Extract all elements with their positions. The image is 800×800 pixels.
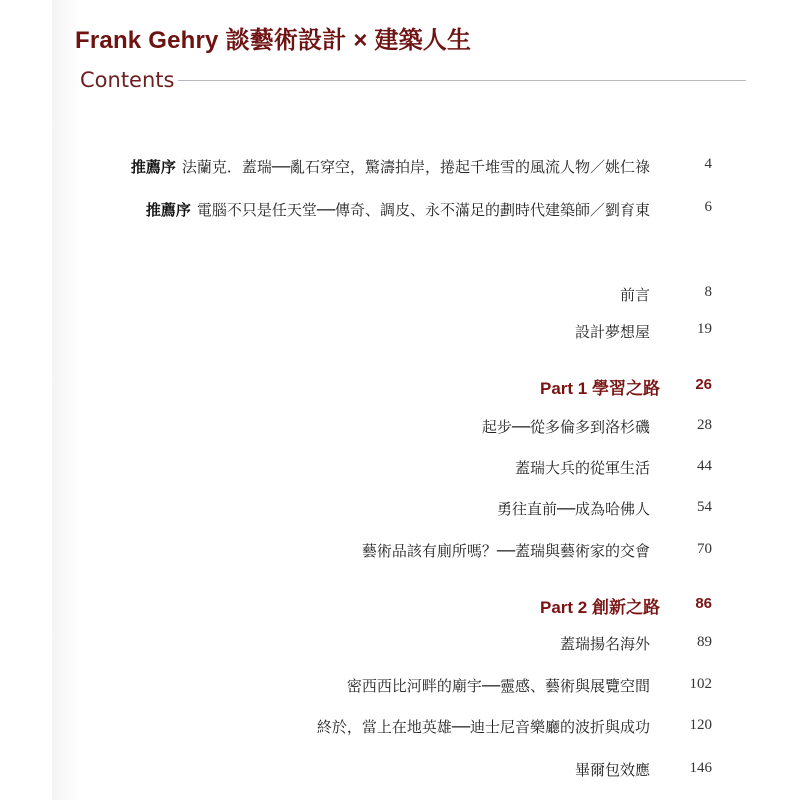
page-number: 6 [704,199,712,215]
toc-entry-chapter: 終於，當上在地英雄──迪士尼音樂廳的波折與成功 [316,718,650,736]
page-number: 70 [697,541,712,557]
book-title: Frank Gehry 談藝術設計 × 建築人生 [75,27,472,54]
toc-entry-chapter: 蓋瑞大兵的從軍生活 [514,459,650,477]
page-number: 8 [704,284,712,300]
toc-entry-chapter: 起步──從多倫多到洛杉磯 [481,418,650,436]
page-number: 44 [697,458,712,474]
page-number: 146 [689,760,712,776]
part-2-page-number: 86 [695,595,712,612]
page-number: 28 [697,417,712,433]
part-2-title: Part 2 創新之路 [540,598,660,617]
part-1-page-number: 26 [695,376,712,393]
foreword-label: 推薦序 [130,158,176,176]
toc-entry-foreword-2 [146,199,650,220]
toc-entry-text: 法蘭克．蓋瑞──亂石穿空，驚濤拍岸，捲起千堆雪的風流人物／姚仁祿 [181,158,650,176]
toc-entry-chapter: 勇往直前──成為哈佛人 [496,500,650,518]
toc-entry-preface: 前言 [619,286,650,304]
toc-entry-chapter: 畢爾包效應 [574,761,650,779]
toc-entry-foreword-1 [131,156,650,177]
page-number: 19 [697,321,712,337]
page-number: 89 [697,634,712,650]
foreword-label: 推薦序 [145,201,191,219]
toc-entry-chapter: 藝術品該有廁所嗎？──蓋瑞與藝術家的交會 [361,542,650,560]
toc-entry-chapter: 蓋瑞揚名海外 [559,635,650,653]
page-number: 4 [704,156,712,172]
toc-entry-dream-house: 設計夢想屋 [574,323,650,341]
contents-heading: Contents [80,68,175,92]
toc-entry-text: 電腦不只是任天堂──傳奇、調皮、永不滿足的劃時代建築師／劉育東 [196,201,650,219]
page-number: 54 [697,499,712,515]
part-1-title: Part 1 學習之路 [540,379,660,398]
page-number: 120 [689,717,712,733]
toc-entry-chapter: 密西西比河畔的廟宇──靈感、藝術與展覽空間 [346,677,650,695]
page-number: 102 [689,676,712,692]
